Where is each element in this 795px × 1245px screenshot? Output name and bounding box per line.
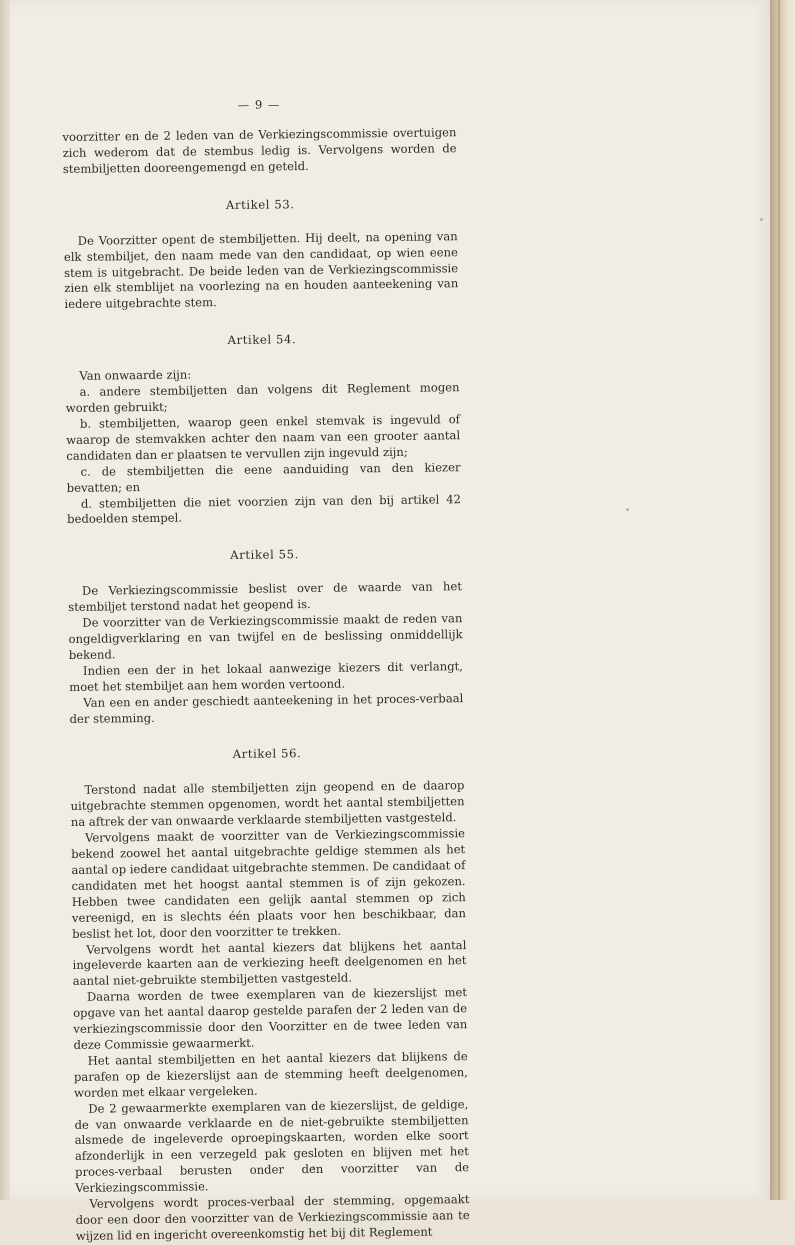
- article-paragraph: Indien een der in het lokaal aanwezige kiezers dit verlangt, moet het stembiljet aan hem worden vertoond.: [69, 658, 464, 694]
- article-heading: Artikel 54.: [227, 332, 297, 348]
- article-intro: Van onwaarde zijn:: [79, 367, 192, 384]
- article-paragraph: Het aantal stembiljetten en het aantal kiezers dat blijkens de parafen op de kiezerslijst aan de stemming heeft deelgenomen, worden met elkaar vergeleken.: [73, 1048, 468, 1100]
- article-paragraph: Van een en ander geschiedt aanteekening in het proces-verbaal der stemming.: [69, 690, 464, 726]
- article-heading: Artikel 56.: [232, 746, 302, 762]
- book-binding: [770, 0, 795, 1200]
- page-text: [62, 95, 470, 1244]
- left-page-edge: [0, 0, 10, 1200]
- list-item: b. stembiljetten, waarop geen enkel stemvak is ingevuld of waarop de stemvakken achter den naam van een grooter aantal candidaten dan er plaatsen te vervullen zijn ingevuld zijn;: [66, 412, 461, 463]
- page-number: — 9 —: [237, 97, 281, 112]
- list-item: a. andere stembiljetten dan volgens dit Reglement mogen worden gebruikt;: [65, 380, 460, 416]
- article-paragraph: De 2 gewaarmerkte exemplaren van de kiezerslijst, de geldige, de van onwaarde verklaarde en de niet-gebruikte stembiljetten alsmede de ingeleverde oproepingskaarten, worden elke soort afzonderlijk in een verzegeld pak gesloten en blijven met het proces-verbaal berusten onder den voorzitter van de Verkiezingscommissie.: [74, 1096, 470, 1196]
- article-paragraph: Vervolgens wordt het aantal kiezers dat blijkens het aantal ingeleverde kaarten aan de verkiezing heeft deelgenomen en het aantal niet-gebruikte stembiljetten vastgesteld.: [72, 937, 467, 989]
- article-paragraph: De Verkiezingscommissie beslist over de waarde van het stembiljet terstond nadat het geopend is.: [68, 579, 463, 615]
- article-paragraph: De voorzitter van de Verkiezingscommissie maakt de reden van ongeldigverklaring en van twijfel en de beslissing onmiddellijk bekend.: [68, 611, 463, 662]
- paper-speck: [626, 508, 629, 511]
- article-paragraph: Vervolgens wordt proces-verbaal der stemming, opgemaakt door een door den voorzitter van de Verkiezingscommissie aan te wijzen lid en ingericht overeenkomstig het bij dit Reglement: [75, 1192, 470, 1243]
- list-item: c. de stembiljetten die eene aanduiding van den kiezer bevatten; en: [66, 459, 461, 495]
- article-paragraph: Daarna worden de twee exemplaren van de kiezerslijst met opgave van het aantal daarop gestelde parafen der 2 leden van de verkiezingscommissie door den Voorzitter en de twee leden van deze Commissie gewaarmerkt.: [73, 985, 468, 1052]
- article-paragraph: Vervolgens maakt de voorzitter van de Verkiezingscommissie bekend zoowel het aantal uitgebrachte geldige stemmen als het aantal op iedere candidaat uitgebrachte stemmen. De candidaat of candidaten met het hoogst aantal stemmen is of zijn gekozen. Hebben twee candidaten een gelijk aantal stemmen op zich vereenigd, en is slechts één plaats voor hen beschikbaar, dan beslist het lot, door den voorzitter te trekken.: [71, 826, 467, 941]
- binding-fold-line: [778, 0, 780, 1200]
- article-paragraph: De Voorzitter opent de stembiljetten. Hij deelt, na opening van elk stembiljet, den naam mede van den candidaat, op wien eene stem is uitgebracht. De beide leden van de Verkiezingscommissie zien elk stemblijet na voorlezing na en houden aanteekening van iedere uitgebrachte stem.: [63, 228, 459, 312]
- list-item: d. stembiljetten die niet voorzien zijn van den bij artikel 42 bedoelden stempel.: [67, 491, 461, 527]
- article-paragraph: Terstond nadat alle stembiljetten zijn geopend en de daarop uitgebrachte stemmen opgenomen, wordt het aantal stembiljetten na aftrek der van onwaarde verklaarde stembiljetten vastgesteld.: [70, 778, 465, 830]
- article-heading: Artikel 53.: [225, 196, 295, 212]
- intro-paragraph: voorzitter en de 2 leden van de Verkiezingscommissie overtuigen zich wederom dat de stembus ledig is. Vervolgens worden de stembiljetten dooreengemengd en geteld.: [62, 125, 457, 176]
- article-heading: Artikel 55.: [230, 547, 299, 563]
- paper-speck: [760, 218, 763, 221]
